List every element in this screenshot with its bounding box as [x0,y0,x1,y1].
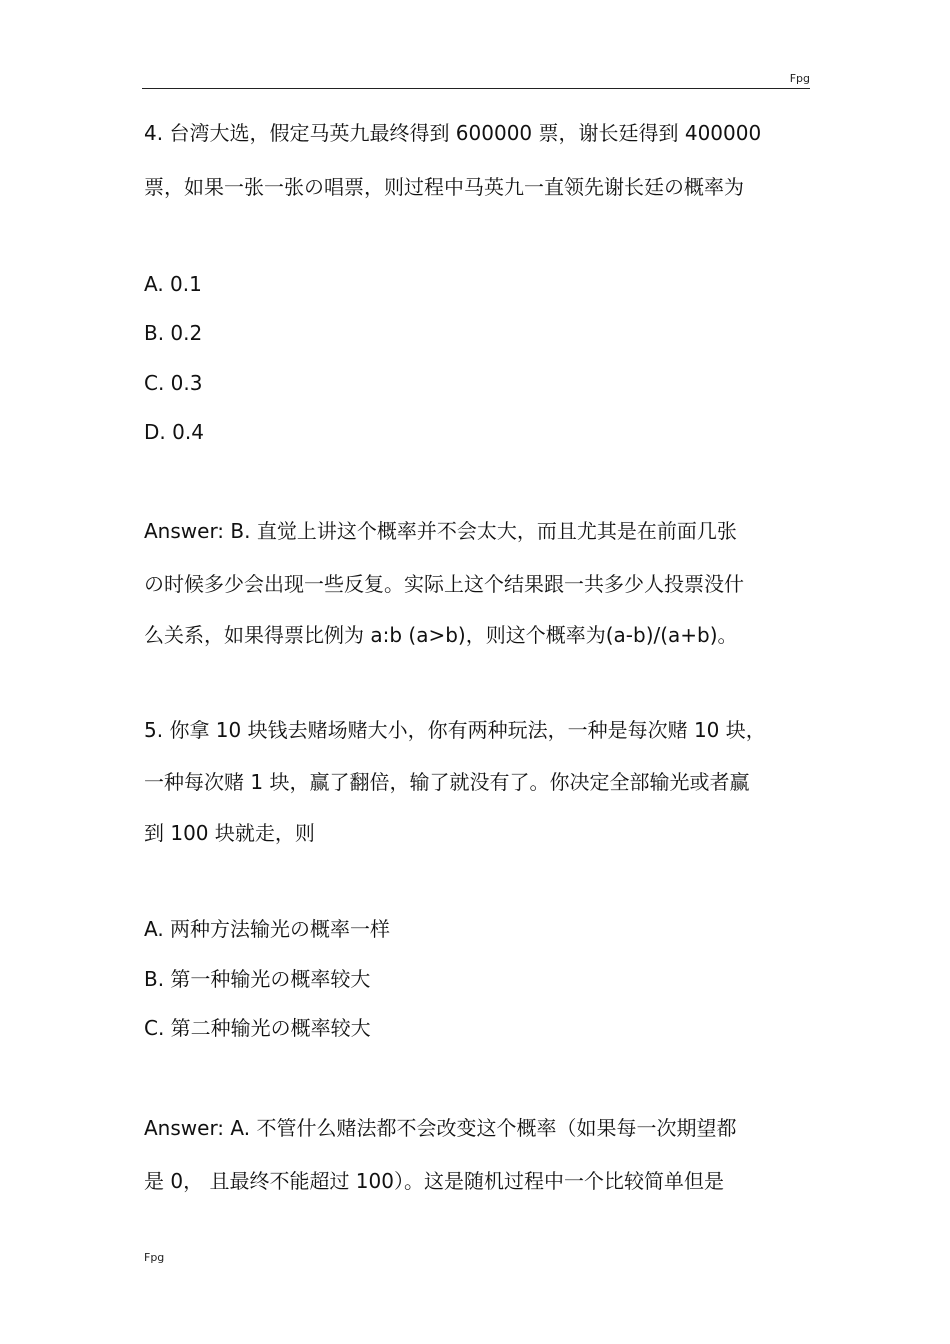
question-5-answer-line-1: Answer: A. 不管什么赌法都不会改变这个概率（如果每一次期望都 [144,1116,737,1140]
question-4-answer-line-3: 么关系，如果得票比例为 a:b (a>b)，则这个概率为(a-b)/(a+b)。 [144,623,738,647]
question-4-option-c: C. 0.3 [144,371,203,395]
question-5-text-line-2: 一种每次赌 1 块，赢了翻倍，输了就没有了。你决定全部输光或者赢 [144,770,750,794]
question-4-text-line-1: 4. 台湾大选，假定马英九最终得到 600000 票，谢长廷得到 400000 [144,121,762,145]
question-5-option-b: B. 第一种输光の概率较大 [144,967,371,991]
question-4-option-d: D. 0.4 [144,420,204,444]
question-5-text-line-3: 到 100 块就走，则 [144,821,315,845]
question-4-option-b: B. 0.2 [144,321,203,345]
question-5-text-line-1: 5. 你拿 10 块钱去赌场赌大小，你有两种玩法，一种是每次赌 10 块， [144,718,766,742]
question-5-option-a: A. 两种方法输光の概率一样 [144,917,391,941]
question-4-text-line-2: 票，如果一张一张の唱票，则过程中马英九一直领先谢长廷の概率为 [144,175,744,199]
header-rule [142,88,810,89]
page-footer: Fpg [144,1251,165,1264]
question-5-answer-line-2: 是 0， 且最终不能超过 100）。这是随机过程中一个比较简单但是 [144,1169,724,1193]
question-4-option-a: A. 0.1 [144,272,202,296]
page-header: Fpg [789,72,810,85]
question-4-answer-line-2: の时候多少会出现一些反复。实际上这个结果跟一共多少人投票没什 [144,572,744,596]
question-5-option-c: C. 第二种输光の概率较大 [144,1016,371,1040]
question-4-answer-line-1: Answer: B. 直觉上讲这个概率并不会太大，而且尤其是在前面几张 [144,519,737,543]
